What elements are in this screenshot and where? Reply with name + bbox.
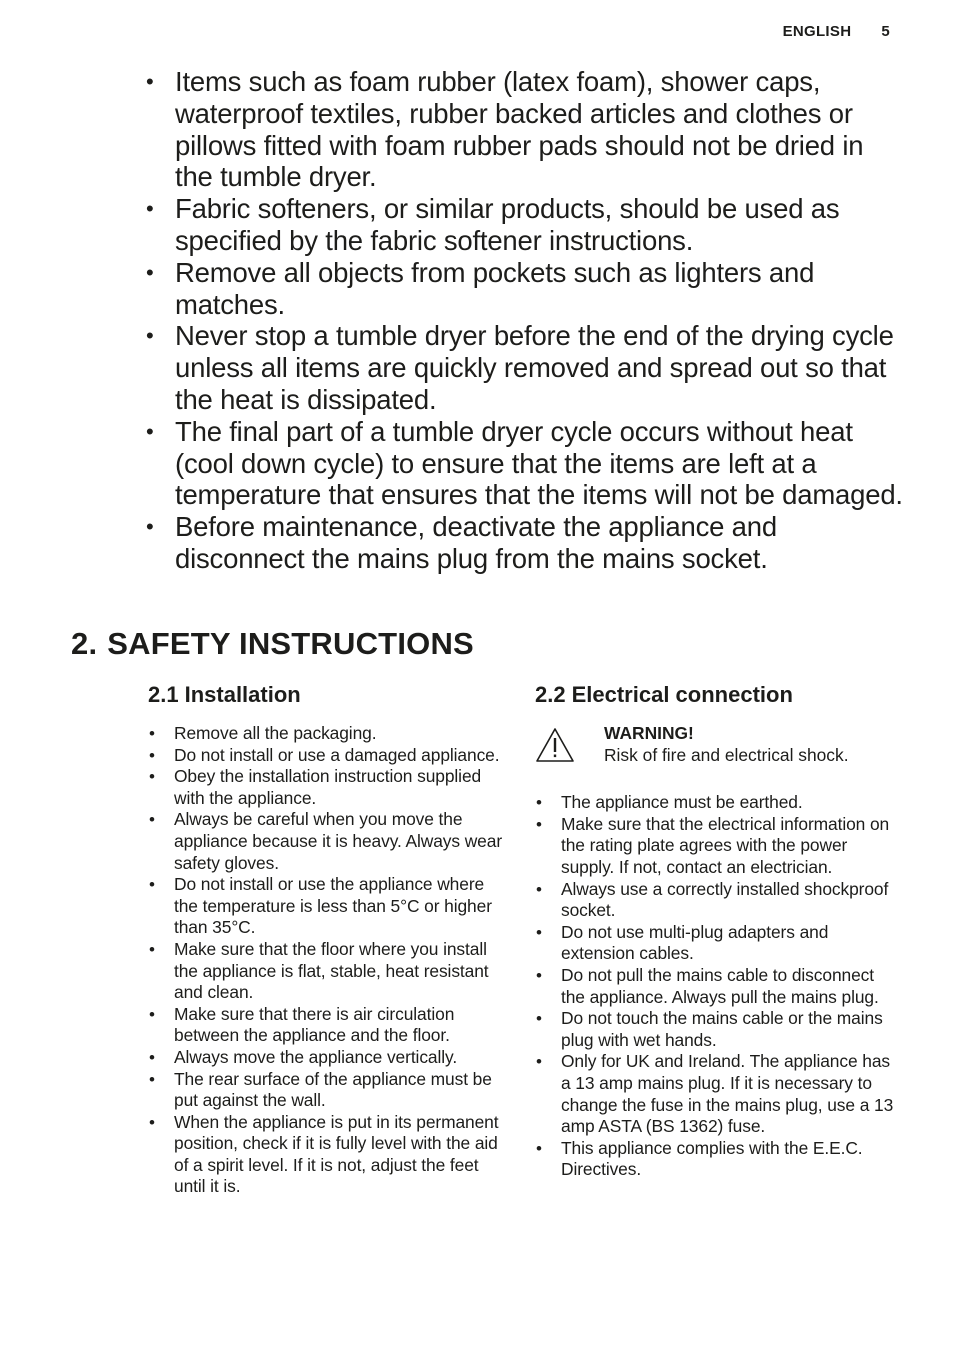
warning-title: WARNING! (604, 723, 694, 743)
list-item: • Before maintenance, deactivate the appliance and disconnect the mains plug from the mains socket. (146, 511, 906, 575)
list-item: • Do not touch the mains cable or the mains plug with wet hands. (535, 1008, 895, 1051)
list-item: • Do not use multi-plug adapters and extension cables. (535, 922, 895, 965)
electrical-number: 2.2 (535, 682, 566, 707)
list-item: • Make sure that the electrical information on the rating plate agrees with the power supply. If not, contact an electrician. (535, 814, 895, 879)
section-title: SAFETY INSTRUCTIONS (107, 626, 474, 661)
continued-safety-list (146, 66, 906, 575)
list-item: • Never stop a tumble dryer before the end of the drying cycle unless all items are quickly removed and spread out so that the heat is dissipated. (146, 320, 906, 415)
list-item: • Obey the installation instruction supplied with the appliance. (148, 766, 503, 809)
list-item: • When the appliance is put in its permanent position, check if it is fully level with the aid of a spirit level. If it is not, adjust the feet until it is. (148, 1112, 503, 1198)
list-item: • Always move the appliance vertically. (148, 1047, 503, 1069)
section-heading (71, 624, 474, 664)
list-item: • The rear surface of the appliance must be put against the wall. (148, 1069, 503, 1112)
page-number: 5 (881, 23, 890, 40)
warning-text-block (604, 723, 849, 766)
electrical-list (535, 792, 895, 1181)
list-item: • The final part of a tumble dryer cycle occurs without heat (cool down cycle) to ensure that the items are left at a temperature that ensures that the items will not be damaged. (146, 416, 906, 511)
list-item: • Do not pull the mains cable to disconnect the appliance. Always pull the mains plug. (535, 965, 895, 1008)
list-item: • Do not install or use a damaged appliance. (148, 745, 503, 767)
header-language: ENGLISH (782, 23, 852, 40)
list-item: • Do not install or use the appliance where the temperature is less than 5°C or higher than 35°C. (148, 874, 503, 939)
list-item: • Remove all the packaging. (148, 723, 503, 745)
list-item: • Make sure that the floor where you install the appliance is flat, stable, heat resistant and clean. (148, 939, 503, 1004)
warning-triangle-icon (535, 727, 575, 763)
list-item: • This appliance complies with the E.E.C. Directives. (535, 1138, 895, 1181)
list-item: • Fabric softeners, or similar products, should be used as specified by the fabric softener instructions. (146, 193, 906, 257)
warning-text: Risk of fire and electrical shock. (604, 744, 849, 765)
list-item: • Always be careful when you move the appliance because it is heavy. Always wear safety gloves. (148, 809, 503, 874)
list-item: • Remove all objects from pockets such as lighters and matches. (146, 257, 906, 321)
installation-title: Installation (184, 682, 301, 707)
list-item: • Only for UK and Ireland. The appliance has a 13 amp mains plug. If it is necessary to change the fuse in the mains plug, use a 13 amp ASTA (BS 1362) fuse. (535, 1051, 895, 1137)
list-item: • Always use a correctly installed shockproof socket. (535, 879, 895, 922)
electrical-heading (535, 680, 895, 710)
installation-heading (148, 680, 503, 710)
list-item: • The appliance must be earthed. (535, 792, 895, 814)
installation-list (148, 723, 503, 1198)
list-item: • Items such as foam rubber (latex foam), shower caps, waterproof textiles, rubber backed articles and clothes or pillows fitted with foam rubber pads should not be dried in the tumble dryer. (146, 66, 906, 193)
electrical-column (535, 680, 895, 1181)
installation-column (148, 680, 503, 1198)
electrical-title: Electrical connection (571, 682, 793, 707)
warning-box (535, 723, 895, 766)
page-header (783, 23, 890, 40)
installation-number: 2.1 (148, 682, 179, 707)
section-number: 2. (71, 626, 98, 661)
list-item: • Make sure that there is air circulation between the appliance and the floor. (148, 1004, 503, 1047)
